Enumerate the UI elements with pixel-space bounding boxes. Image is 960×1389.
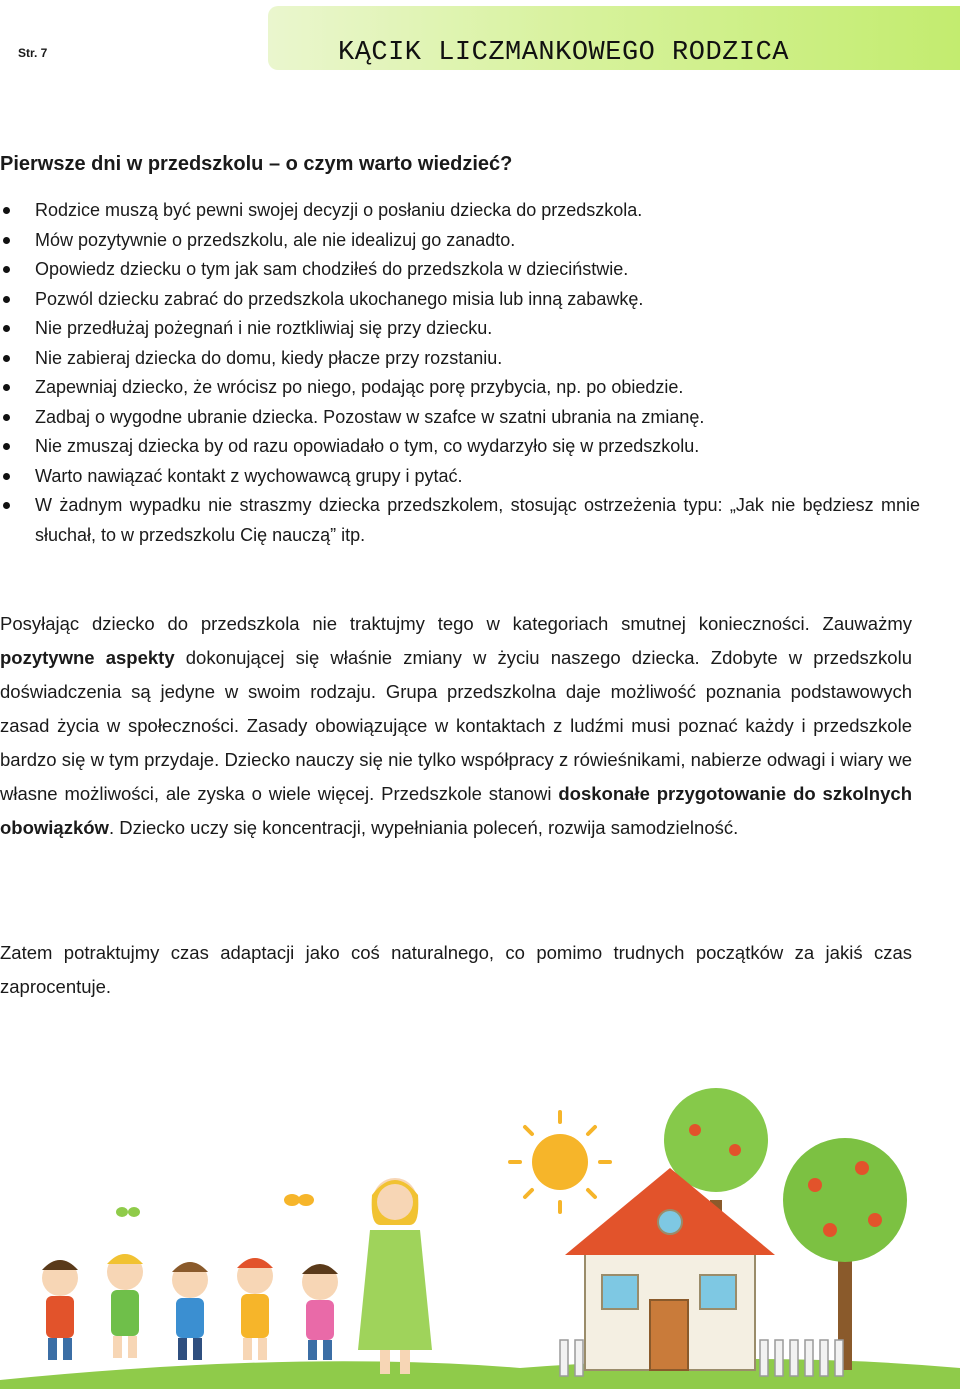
tip-item (0, 344, 920, 374)
bullet-icon (3, 473, 10, 480)
tip-text: Zadbaj o wygodne ubranie dziecka. Pozostaw w szafce w szatni ubrania na zmianę. (35, 406, 705, 427)
tip-item (0, 314, 920, 344)
paragraph-text: Posyłając dziecko do przedszkola nie traktujmy tego w kategoriach smutnej konieczności. Zauważmy (0, 613, 912, 634)
bullet-icon (3, 325, 10, 332)
tip-text: Warto nawiązać kontakt z wychowawcą grupy i pytać. (35, 465, 463, 486)
children-group-icon (42, 1254, 338, 1360)
grass-ground (0, 1359, 960, 1389)
tip-item (0, 491, 920, 550)
kindergarten-illustration (0, 1050, 960, 1389)
emphasis-school-preparation: doskonałe przygotowanie do szkolnych obowiązków (0, 783, 912, 838)
teacher-icon (358, 1178, 432, 1374)
sun-icon (510, 1112, 610, 1212)
paragraph-conclusion: Zatem potraktujmy czas adaptacji jako coś naturalnego, co pomimo trudnych początków za jakiś czas zaprocentuje. (0, 942, 912, 997)
tip-text: Nie zabieraj dziecka do domu, kiedy płacze przy rozstaniu. (35, 347, 503, 368)
tip-text: W żadnym wypadku nie straszmy dziecka przedszkolem, stosując ostrzeżenia typu: „Jak nie będziesz mnie słuchał, to w przedszkolu Cię nauczą” itp. (35, 495, 920, 545)
bullet-icon (3, 266, 10, 273)
tip-text: Mów pozytywnie o przedszkolu, ale nie idealizuj go zanadto. (35, 229, 516, 250)
tip-text: Zapewniaj dziecko, że wrócisz po niego, podając porę przybycia, np. po obiedzie. (35, 377, 684, 397)
tip-item (0, 462, 920, 492)
tip-text: Rodzice muszą być pewni swojej decyzji o posłaniu dziecka do przedszkola. (35, 200, 643, 220)
tip-text: Nie zmuszaj dziecka by od razu opowiadało o tym, co wydarzyło się w przedszkolu. (35, 436, 700, 456)
paragraph-text: dokonującej się właśnie zmiany w życiu naszego dziecka. Zdobyte w przedszkolu doświadczenia są jedyne w swoim rodzaju. Grupa przedszkolna daje możliwość poznania podstawowych zasad życia w społeczności. Zasady obowiązujące w kontaktach z ludźmi musi poznać każdy i przedszkole bardzo się w tym przydaje. Dziecko nauczy się nie tylko współpracy z rówieśnikami, nabierze odwagi i wiary we własne możliwości, ale zyska o wiele więcej. Przedszkole stanowi (0, 647, 912, 804)
page-number: Str. 7 (18, 46, 48, 60)
tip-item (0, 196, 920, 226)
tip-item (0, 226, 920, 256)
bullet-icon (3, 414, 10, 421)
tip-item (0, 432, 920, 462)
header-title: KĄCIK LICZMANKOWEGO RODZICA (338, 38, 789, 68)
section-heading: Pierwsze dni w przedszkolu – o czym warto wiedzieć? (0, 153, 513, 175)
tip-item (0, 285, 920, 315)
bullet-icon (3, 502, 10, 509)
tips-list (0, 196, 920, 550)
tip-item (0, 403, 920, 433)
paragraph-text: . Dziecko uczy się koncentracji, wypełniania poleceń, rozwija samodzielność. (108, 817, 739, 838)
bullet-icon (3, 355, 10, 362)
bullet-icon (3, 207, 10, 214)
bullet-icon (3, 443, 10, 450)
emphasis-positive-aspects: pozytywne aspekty (0, 647, 175, 668)
tip-text: Pozwól dziecku zabrać do przedszkola ukochanego misia lub inną zabawkę. (35, 288, 644, 309)
tip-text: Opowiedz dziecku o tym jak sam chodziłeś do przedszkola w dzieciństwie. (35, 259, 629, 279)
paragraph-benefits (0, 607, 912, 845)
bullet-icon (3, 296, 10, 303)
apple-tree-right-icon (783, 1138, 907, 1370)
tip-item (0, 373, 920, 403)
butterfly-icon (116, 1194, 314, 1217)
tip-text: Nie przedłużaj pożegnań i nie roztkliwiaj się przy dziecku. (35, 318, 493, 338)
tip-item (0, 255, 920, 285)
bullet-icon (3, 384, 10, 391)
bullet-icon (3, 237, 10, 244)
